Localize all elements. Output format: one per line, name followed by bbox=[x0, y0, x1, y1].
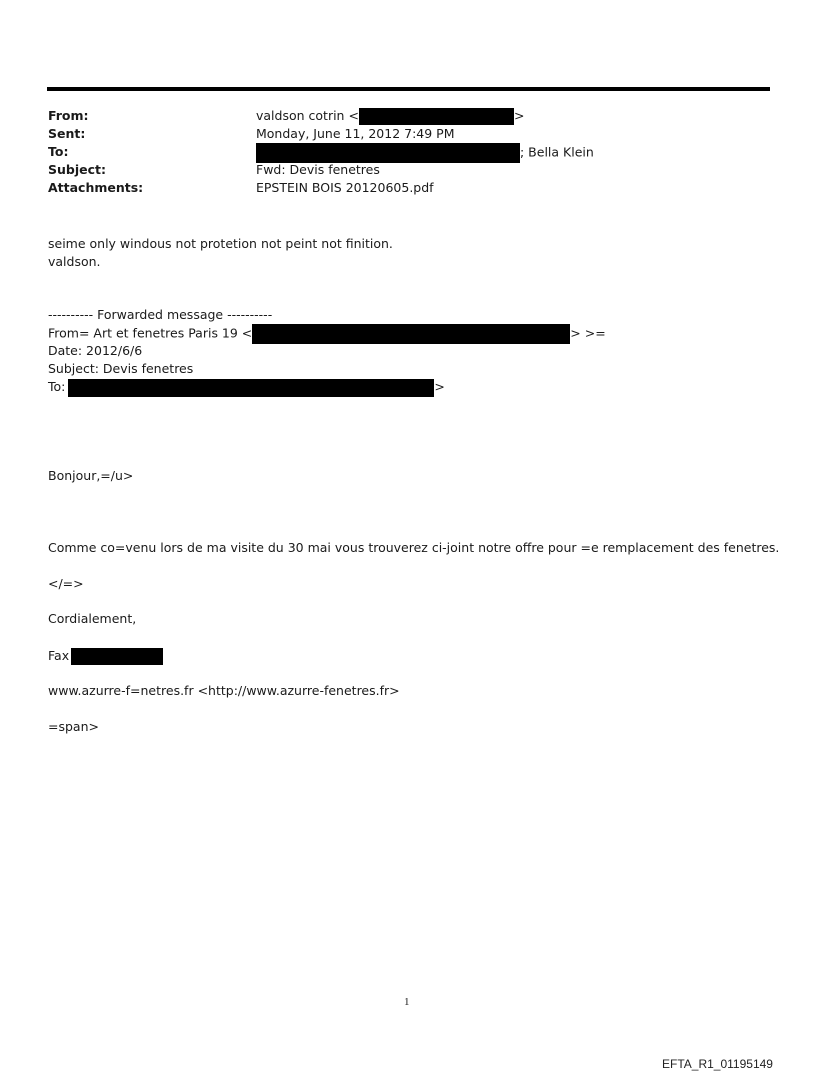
redaction-box bbox=[359, 108, 514, 125]
from-value bbox=[256, 107, 524, 125]
body-line-2: valdson. bbox=[48, 254, 101, 269]
document-id: EFTA_R1_01195149 bbox=[662, 1057, 773, 1071]
forwarded-to-suffix: > bbox=[434, 379, 445, 394]
tag-line: </=> bbox=[48, 576, 84, 591]
body-paragraph: Comme co=venu lors de ma visite du 30 mai vous trouverez ci-joint notre offre pour =e remplacement des fenetres. bbox=[48, 540, 780, 555]
fax-line bbox=[48, 647, 163, 665]
closing: Cordialement, bbox=[48, 611, 137, 626]
forwarded-to bbox=[48, 378, 445, 397]
fax-label: Fax bbox=[48, 648, 70, 663]
forwarded-from-suffix: > >= bbox=[570, 325, 606, 341]
redaction-box bbox=[68, 379, 434, 397]
redaction-box bbox=[252, 324, 570, 344]
from-end: > bbox=[513, 108, 525, 123]
from-label: From: bbox=[48, 108, 89, 123]
to-suffix: ; Bella Klein bbox=[520, 144, 594, 160]
span-line: =span> bbox=[48, 719, 99, 734]
redaction-box bbox=[256, 143, 520, 163]
website-link[interactable]: www.azurre-f=netres.fr <http://www.azurre-fenetres.fr> bbox=[48, 683, 400, 698]
subject-label: Subject: bbox=[48, 162, 106, 177]
page-number: 1 bbox=[404, 996, 410, 1008]
header-rule bbox=[47, 87, 770, 91]
forwarded-to-prefix: To: bbox=[48, 379, 66, 394]
forwarded-from bbox=[48, 324, 606, 344]
body-line-1: seime only windous not protetion not peint not finition. bbox=[48, 236, 393, 251]
greeting: Bonjour,=/u> bbox=[48, 468, 134, 483]
to-label: To: bbox=[48, 144, 69, 159]
sent-label: Sent: bbox=[48, 126, 86, 141]
forwarded-from-prefix: From= Art et fenetres Paris 19 < bbox=[48, 325, 253, 341]
redaction-box bbox=[71, 648, 163, 665]
sent-value: Monday, June 11, 2012 7:49 PM bbox=[256, 126, 455, 141]
subject-value: Fwd: Devis fenetres bbox=[256, 162, 380, 177]
to-value bbox=[256, 143, 594, 163]
from-name: valdson cotrin < bbox=[256, 108, 359, 123]
attachments-label: Attachments: bbox=[48, 180, 144, 195]
forward-marker: ---------- Forwarded message ---------- bbox=[48, 307, 273, 322]
forwarded-subject: Subject: Devis fenetres bbox=[48, 361, 194, 376]
forwarded-date: Date: 2012/6/6 bbox=[48, 343, 143, 358]
attachment-link[interactable]: EPSTEIN BOIS 20120605.pdf bbox=[256, 180, 434, 195]
